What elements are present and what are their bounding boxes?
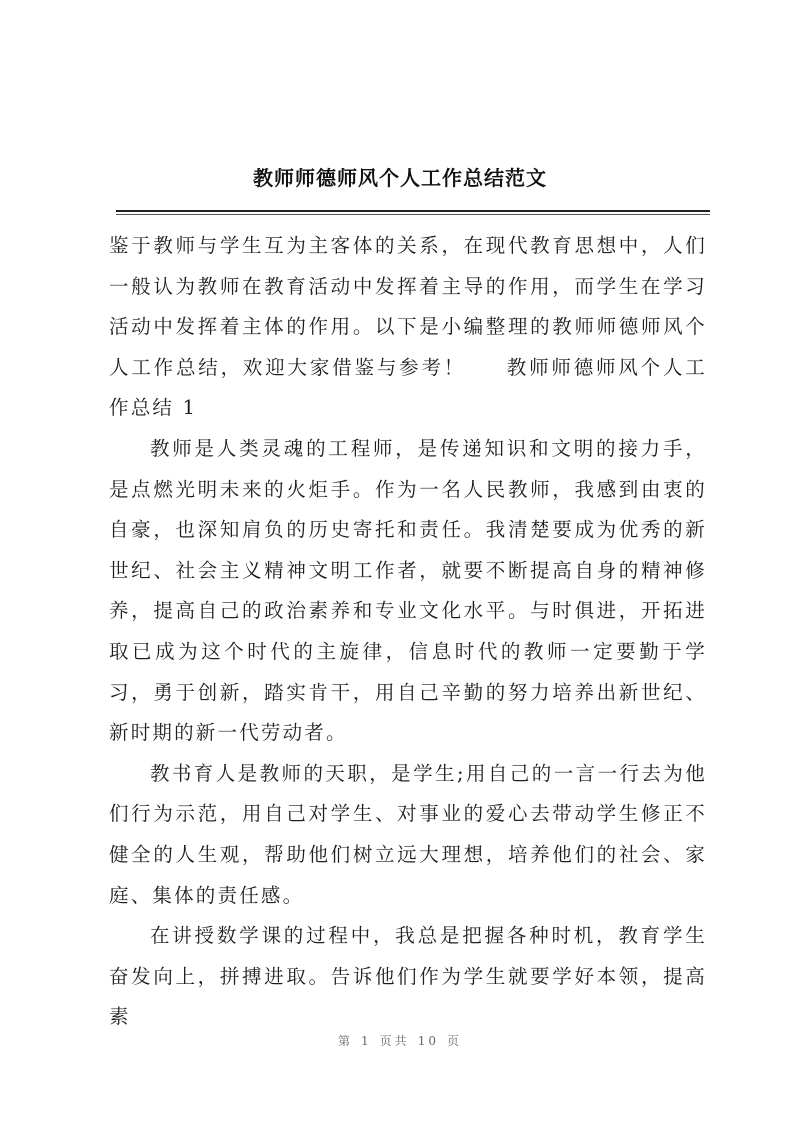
footer-prefix: 第 [338,1034,354,1048]
paragraph-3: 在讲授数学课的过程中，我总是把握各种时机，教育学生奋发向上，拼搏进取。告诉他们作为学生就要学好本领，提高素 [109,924,707,1029]
title-underline [116,210,710,212]
intro-paragraph [109,226,707,429]
footer-suffix: 页 [446,1034,462,1048]
document-title: 教师师德师风个人工作总结范文 [253,166,547,190]
paragraph-1: 教师是人类灵魂的工程师，是传递知识和文明的接力手，是点燃光明未来的火炬手。作为一名人民教师，我感到由衷的自豪，也深知肩负的历史寄托和责任。我清楚要成为优秀的新世纪、社会主义精神文明工作者，就要不断提高自身的精神修养，提高自己的政治素养和专业文化水平。与时俱进，开拓进取已成为这个时代的主旋律，信息时代的教师一定要勤于学习，勇于创新，踏实肯干，用自己辛勤的努力培养出新世纪、新时期的新一代劳动者。 [109,436,707,745]
footer-mid: 页共 [379,1034,410,1048]
document-body [109,226,707,1038]
page-footer [0,1032,800,1049]
section-heading: 教师师德师风个人工作总结 1 [109,355,707,420]
footer-page-number: 1 [361,1034,372,1048]
paragraph-2: 教书育人是教师的天职，是学生;用自己的一言一行去为他们行为示范，用自己对学生、对事业的爱心去带动学生修正不健全的人生观，帮助他们树立远大理想，培养他们的社会、家庭、集体的责任感。 [109,761,707,907]
title-underline-thin [116,214,710,215]
footer-total-pages: 10 [417,1034,439,1048]
intro-text: 鉴于教师与学生互为主客体的关系，在现代教育思想中，人们一般认为教师在教育活动中发挥着主导的作用，而学生在学习活动中发挥着主体的作用。以下是小编整理的教师师德师风个人工作总结，欢迎大家借鉴与参考！ [109,234,707,379]
